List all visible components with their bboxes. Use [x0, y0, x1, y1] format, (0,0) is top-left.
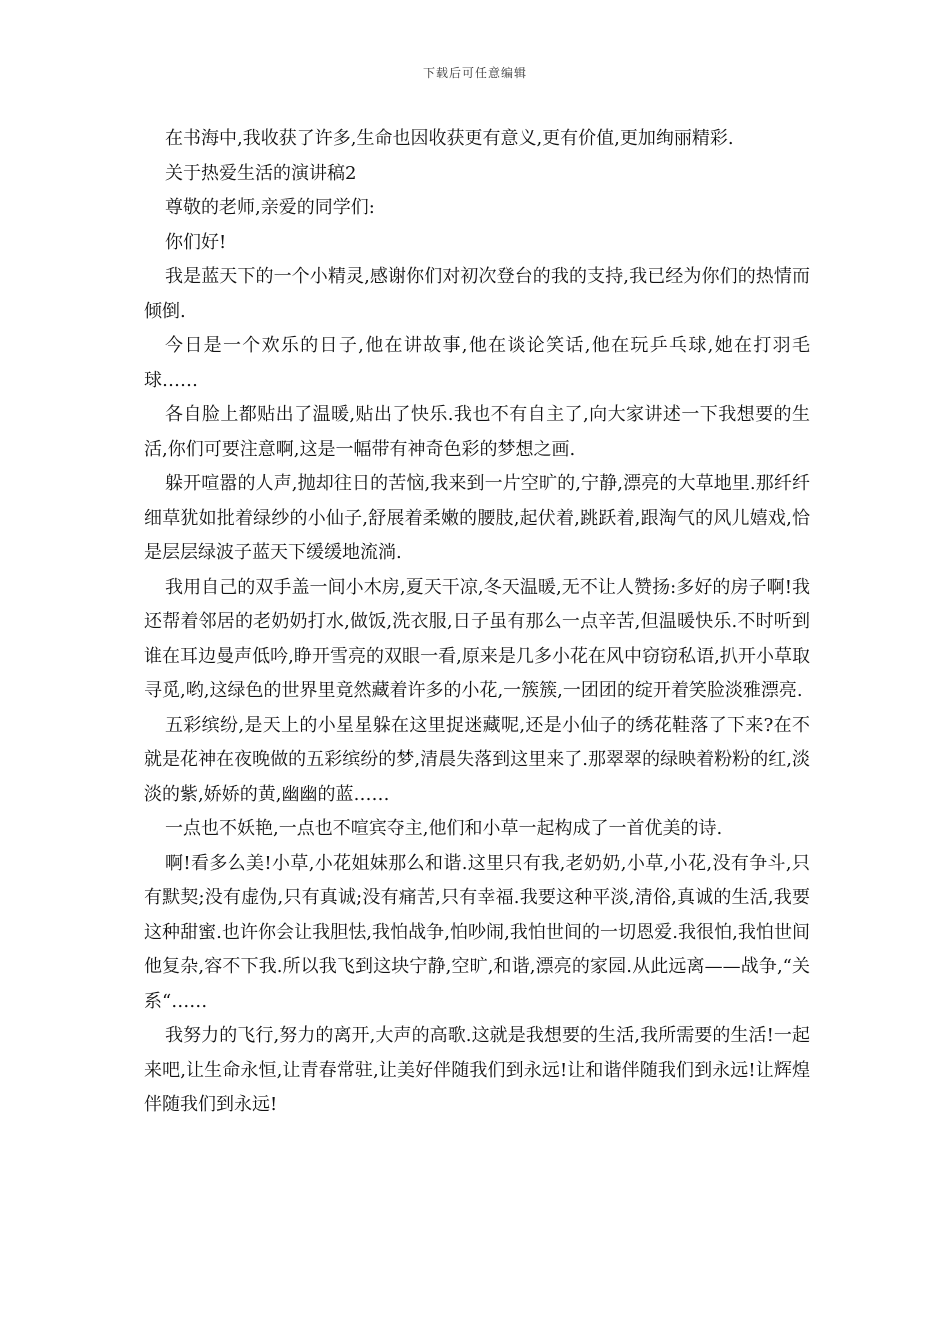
paragraph: 我用自己的双手盖一间小木房,夏天干凉,冬天温暖,无不让人赞扬:多好的房子啊!我还帮着邻居的老奶奶打水,做饭,洗衣服,日子虽有那么一点辛苦,但温暖快乐.不时听到谁在耳边曼声低吟,睁开雪亮的双眼一看,原来是几多小花在风中窃窃私语,扒开小草取寻觅,哟,这绿色的世界里竟然藏着许多的小花,一簇簇,一团团的绽开着笑脸淡雅漂亮.: [144, 576, 810, 701]
paragraph-closing-line: 在书海中,我收获了许多,生命也因收获更有意义,更有价值,更加绚丽精彩.: [165, 128, 734, 149]
paragraph: 我努力的飞行,努力的离开,大声的高歌.这就是我想要的生活,我所需要的生活!一起来吧,让生命永恒,让青春常驻,让美好伴随我们到永远!让和谐伴随我们到永远!让辉煌伴随我们到永远!: [144, 1025, 810, 1115]
paragraph: 躲开喧嚣的人声,抛却往日的苦恼,我来到一片空旷的,宁静,漂亮的大草地里.那纤纤细草犹如批着绿纱的小仙子,舒展着柔嫩的腰肢,起伏着,跳跃着,跟淘气的风儿嬉戏,恰是层层绿波子蓝天下缓缓地流淌.: [144, 473, 810, 563]
page-header: 下载后可任意编辑: [422, 66, 527, 80]
paragraph: 各自脸上都贴出了温暖,贴出了快乐.我也不有自主了,向大家讲述一下我想要的生活,你们可要注意啊,这是一幅带有神奇色彩的梦想之画.: [144, 404, 810, 460]
section-title: 关于热爱生活的演讲稿2: [165, 162, 357, 184]
paragraph: 今日是一个欢乐的日子,他在讲故事,他在谈论笑话,他在玩乒乓球,她在打羽毛球……: [144, 335, 810, 391]
paragraph: 啊!看多么美!小草,小花姐妹那么和谐.这里只有我,老奶奶,小草,小花,没有争斗,只有默契;没有虚伪,只有真诚;没有痛苦,只有幸福.我要这种平淡,清俗,真诚的生活,我要这种甜蜜.也许你会让我胆怯,我怕战争,怕吵闹,我怕世间的一切恩爱.我很怕,我怕世间他复杂,容不下我.所以我飞到这块宁静,空旷,和谐,漂亮的家园.从此远离——战争,“关系“……: [144, 852, 810, 1012]
paragraph: 我是蓝天下的一个小精灵,感谢你们对初次登台的我的支持,我已经为你们的热情而倾倒.: [144, 266, 810, 322]
greeting: 你们好!: [165, 231, 227, 253]
document-body: [144, 122, 810, 1123]
salutation: 尊敬的老师,亲爱的同学们:: [165, 197, 375, 218]
paragraph: 五彩缤纷,是天上的小星星躲在这里捉迷藏呢,还是小仙子的绣花鞋落了下来?在不就是花神在夜晚做的五彩缤纷的梦,清晨失落到这里来了.那翠翠的绿映着粉粉的红,淡淡的紫,娇娇的黄,幽幽的蓝……: [144, 714, 810, 805]
paragraph: 一点也不妖艳,一点也不喧宾夺主,他们和小草一起构成了一首优美的诗.: [165, 818, 723, 839]
